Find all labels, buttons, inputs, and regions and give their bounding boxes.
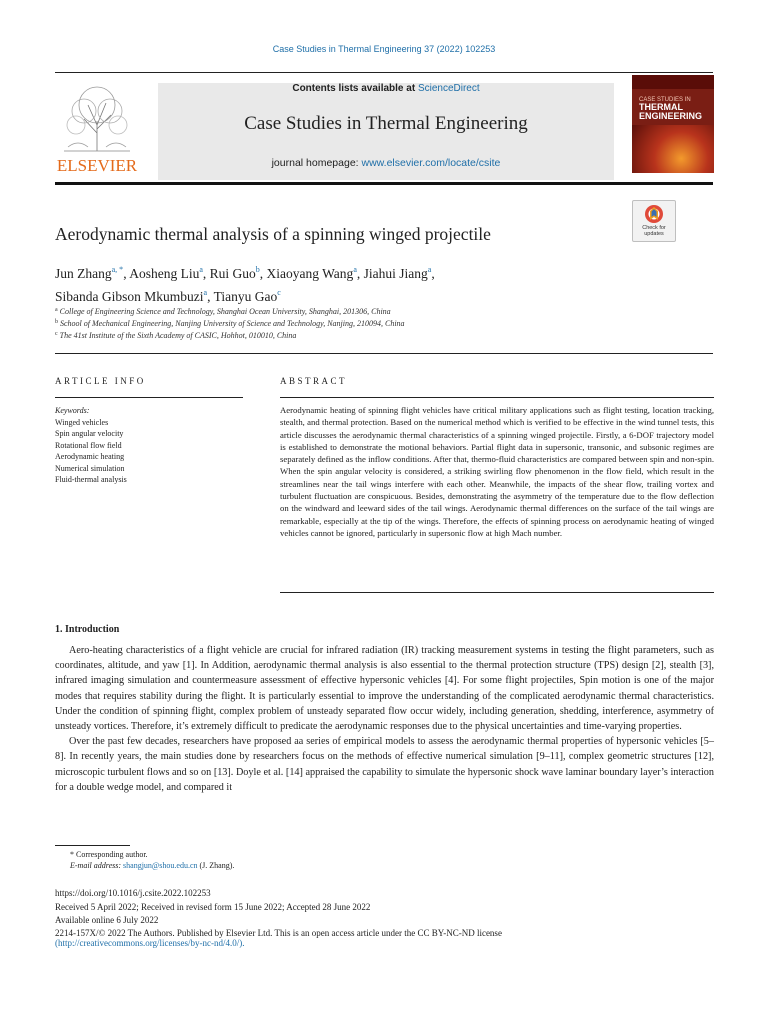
received-dates: Received 5 April 2022; Received in revised form 15 June 2022; Accepted 28 June 2022 — [55, 902, 371, 912]
author-affiliation-mark[interactable]: a — [199, 265, 203, 274]
homepage-link[interactable]: www.elsevier.com/locate/csite — [361, 157, 501, 169]
author-name[interactable]: Tianyu Gao — [213, 289, 278, 304]
keyword: Spin angular velocity — [55, 429, 124, 438]
publisher-wordmark: ELSEVIER — [56, 156, 138, 175]
affiliation-text: College of Engineering Science and Technology, Shanghai Ocean University, Shanghai, 201306, China — [59, 307, 391, 316]
elsevier-logo — [54, 81, 140, 175]
footnote-rule — [55, 845, 130, 846]
license-link[interactable]: (http://creativecommons.org/licenses/by-nc-nd/4.0/). — [55, 938, 245, 948]
elsevier-tree-icon — [54, 81, 140, 175]
author-list: Jun Zhang$^{a, *}$, Aosheng Liu$^a$, Rui Guo$^b$, Xiaoyang Wang$^a$, Jiahui Jiang$^a$, Sibanda Gibson Mkumbuzi$^a$, Tianyu Gao$^c$ — [55, 265, 435, 304]
cover-line-2 — [639, 103, 702, 121]
author-affiliation-mark[interactable]: a — [427, 265, 432, 274]
header-top-rule — [55, 72, 713, 73]
abstract-heading: ABSTRACT — [280, 376, 348, 386]
cover-word-thermal: THERMAL — [639, 102, 683, 112]
article-info-rule — [55, 397, 243, 398]
email-suffix: (J. Zhang). — [197, 861, 235, 870]
cover-line-1: CASE STUDIES IN — [639, 97, 691, 103]
affiliation-c — [55, 331, 296, 340]
author-affiliation-mark[interactable]: a — [203, 288, 208, 297]
affiliation-mark: a — [55, 307, 58, 313]
abstract-top-rule — [280, 397, 714, 398]
author-name[interactable]: Rui Guo — [209, 266, 256, 281]
affiliation-rule — [55, 353, 713, 354]
article-title: Aerodynamic thermal analysis of a spinning winged projectile — [55, 224, 491, 244]
corresponding-author-note: * Corresponding author. — [70, 850, 148, 859]
author-affiliation-mark[interactable]: c — [277, 288, 281, 297]
section-heading-introduction: 1. Introduction — [55, 624, 120, 635]
available-online: Available online 6 July 2022 — [55, 915, 159, 925]
keywords-block — [55, 405, 127, 486]
sciencedirect-link[interactable]: ScienceDirect — [417, 83, 480, 94]
doi-link[interactable]: https://doi.org/10.1016/j.csite.2022.102253 — [55, 888, 211, 898]
author-affiliation-mark[interactable]: a — [353, 265, 357, 274]
keyword: Fluid-thermal analysis — [55, 475, 127, 484]
introduction-body — [55, 643, 714, 795]
author-name[interactable]: Jun Zhang — [55, 266, 112, 281]
journal-title: Case Studies in Thermal Engineering — [244, 113, 528, 134]
affiliation-text: The 41st Institute of the Sixth Academy of CASIC, Hohhot, 010010, China — [59, 331, 297, 340]
affiliation-b — [55, 319, 405, 328]
author-name[interactable]: Aosheng Liu — [129, 266, 200, 281]
keyword: Winged vehicles — [55, 417, 109, 427]
contents-available — [158, 83, 614, 94]
abstract-text: Aerodynamic heating of spinning flight vehicles have critical military applications such as flight testing, location tracking, stealth, and thermal protection. Based on the numerical method which is verified to be effective in the wind tunnel tests, this article discusses the aerodynamic thermal characteristics of a spinning winged projectile. Firstly, a 6-DOF trajectory model is established to demonstrate the motional behaviors. Partial flight data in supersonic, transonic, and subsonic regimes are separately defined as the inflow conditions. After that, thermo-fluid characteristics are compared between spin and non-spin. When the spin angular velocity is considered, a striking swirling flow phenomenon in the flow field, which result in the streamlines near the tail wings interfere with each other. Meanwhile, the impacts of the shear flow, trailing vortex and turbulent fluctuation are conspicuous. Besides, demonstrating the asymmetry of the temperature due to the flow deflection on the windward and leeward sides of the tail wings. Aerodynamic thermal differences on the surface of the tail wings are remarkable, especially at the tip of the wings. Therefore, the effects of spinning process on aerodynamic heating of winged vehicles cannot be ignored, particularly in supersonic flow at high Mach number. — [280, 405, 714, 538]
email-label: E-mail address: — [70, 861, 124, 870]
author-name[interactable]: Sibanda Gibson Mkumbuzi — [55, 289, 204, 304]
header-bottom-rule — [55, 182, 713, 185]
license-statement — [55, 928, 714, 948]
keyword: Aerodynamic heating — [55, 452, 125, 461]
keyword: Rotational flow field — [55, 440, 122, 450]
contents-prefix: Contents lists available at — [292, 83, 418, 94]
article-info-heading: ARTICLE INFO — [55, 376, 146, 386]
license-text: 2214-157X/© 2022 The Authors. Published by Elsevier Ltd. This is an open access article under the CC BY-NC-ND license — [55, 928, 502, 938]
abstract-bottom-rule — [280, 592, 714, 593]
cover-word-engineering: ENGINEERING — [639, 111, 703, 121]
check-label-line2: updates — [644, 231, 664, 237]
journal-cover[interactable] — [632, 75, 714, 173]
check-label-line1: Check for — [642, 225, 666, 231]
journal-homepage — [158, 157, 614, 169]
affiliation-a — [55, 307, 391, 316]
email-note — [70, 861, 234, 870]
check-updates-icon — [633, 201, 675, 225]
homepage-prefix: journal homepage: — [271, 157, 362, 169]
author-name[interactable]: Xiaoyang Wang — [266, 266, 354, 281]
author-affiliation-mark[interactable]: a, * — [111, 265, 124, 274]
author-affiliation-mark[interactable]: b — [255, 265, 260, 274]
affiliation-text: School of Mechanical Engineering, Nanjing University of Science and Technology, Nanjing, 210094, China — [60, 319, 405, 328]
cover-top-band — [632, 75, 714, 89]
cover-flame-art — [632, 125, 714, 173]
keywords-label: Keywords: — [55, 406, 90, 415]
author-name[interactable]: Jiahui Jiang — [363, 266, 428, 281]
intro-paragraph-2: Over the past few decades, researchers have proposed aa series of empirical models to assess the aerodynamic thermal properties of hypersonic vehicles [5–8]. In recently years, the main studies done by researchers focus on the methods of effective numerical simulation [9–11], complex geometric structures [12], microscopic turbulent flows and so on [13]. Doyle et al. [14] appraised the capability to simulate the hypersonic shock wave laminar boundary layer’s interaction for a double wedge model, and compared it — [55, 736, 714, 793]
keyword: Numerical simulation — [55, 463, 125, 473]
journal-citation[interactable]: Case Studies in Thermal Engineering 37 (2022) 102253 — [272, 44, 496, 54]
email-link[interactable]: shangjun@shou.edu.cn — [123, 861, 198, 870]
check-updates-label — [633, 225, 675, 237]
affiliation-mark: b — [55, 319, 58, 325]
intro-paragraph-1: Aero-heating characteristics of a flight vehicle are crucial for infrared radiation (IR) tracking measurement systems in testing the flight parameters, such as coordinates, altitude, and yaw [1]. In Addition, aerodynamic thermal analysis is also essential to the thermal protection structure (TPS) design [2], stealth [3], infrared imaging simulation and countermeasure assessment of effective hypersonic vehicles [4]. For some flight projectiles, Spin motion is one of the major modes that requires stability during the flight. It is particularly essential to improve the understanding of the complicated aerodynamic thermal characteristics. Under the condition of spinning flight, complex problem of unsteady separated flow occur widely, including generation, shedding, interference, asymmetry of unsteady vortices. Therefore, it’s extremely difficult to predicate the aerodynamic responses due to the physical uncertainties and time-varying properties. — [55, 645, 714, 733]
affiliation-mark: c — [55, 331, 58, 337]
check-for-updates-button[interactable] — [632, 200, 676, 242]
